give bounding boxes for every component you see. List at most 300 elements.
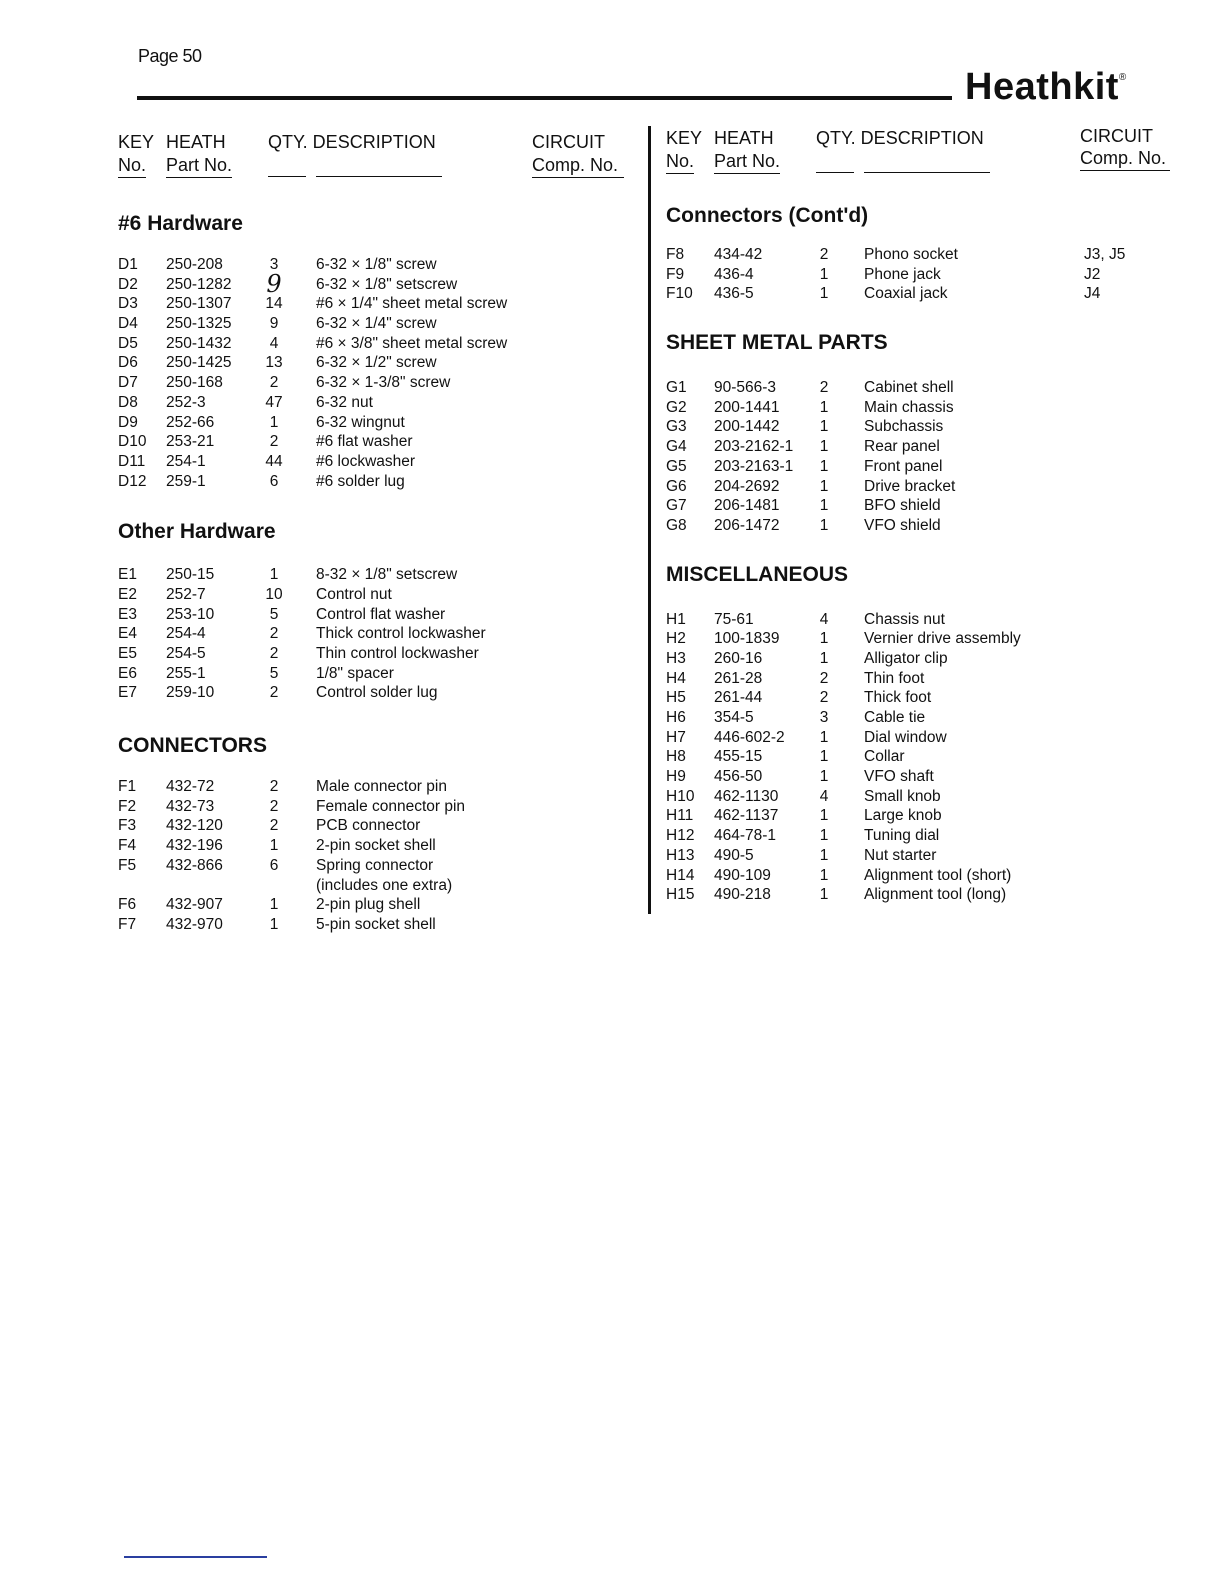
section-title: CONNECTORS <box>118 734 267 758</box>
part-number: 254-5 <box>166 645 206 662</box>
quantity: 6 <box>269 472 279 490</box>
description: Thin control lockwasher <box>316 645 479 662</box>
quantity: 1 <box>269 413 279 431</box>
part-number: 203-2162-1 <box>714 438 794 456</box>
quantity: 2 <box>269 374 279 392</box>
key-no: H11 <box>666 807 694 825</box>
part-number: 432-970 <box>166 915 223 933</box>
section-title: MISCELLANEOUS <box>666 562 849 586</box>
description: Rear panel <box>864 438 940 456</box>
key-no: D10 <box>118 433 147 451</box>
key-no: H12 <box>666 827 695 845</box>
part-number: 456-50 <box>714 768 763 786</box>
description: Main chassis <box>864 398 954 416</box>
quantity: 2 <box>269 797 279 815</box>
quantity: 1 <box>819 649 829 667</box>
description: Female connector pin <box>316 797 466 815</box>
description: #6 lockwasher <box>316 452 416 470</box>
parts-row <box>118 625 638 645</box>
parts-row <box>118 335 638 355</box>
parts-list <box>666 379 1196 537</box>
parts-list <box>118 566 638 704</box>
key-no: G7 <box>666 497 687 515</box>
key-no: G3 <box>666 418 687 436</box>
quantity: 1 <box>269 896 279 914</box>
part-number: 432-120 <box>166 817 223 835</box>
quantity: 2 <box>819 379 829 397</box>
parts-row <box>118 269 638 298</box>
parts-list <box>118 778 638 936</box>
quantity: 2 <box>269 625 279 643</box>
description: Cabinet shell <box>864 379 954 397</box>
quantity: 1 <box>819 748 829 766</box>
part-number: 432-72 <box>166 778 215 796</box>
description: Spring connector <box>316 856 434 874</box>
quantity: 2 <box>819 669 829 687</box>
left-column <box>118 130 638 936</box>
quantity: 13 <box>265 354 283 372</box>
parts-row <box>118 916 638 936</box>
description: Control solder lug <box>316 684 438 702</box>
description: Alligator clip <box>864 649 948 667</box>
header-comp-no: Comp. No. <box>532 155 624 178</box>
key-no: F6 <box>118 896 137 914</box>
right-column <box>666 126 1196 906</box>
description: #6 flat washer <box>316 433 413 451</box>
description: Chassis nut <box>864 610 945 628</box>
parts-row <box>118 684 638 704</box>
parts-row <box>666 611 1196 631</box>
quantity: 1 <box>819 827 829 845</box>
parts-row <box>118 817 638 837</box>
circuit-comp-no: J4 <box>1084 285 1101 303</box>
quantity: 1 <box>819 438 829 456</box>
key-no: D8 <box>118 393 138 411</box>
header-heath: HEATH <box>166 132 226 152</box>
key-no: F10 <box>666 285 693 303</box>
part-number: 254-4 <box>166 625 206 643</box>
part-number: 436-5 <box>714 285 754 303</box>
parts-row <box>118 433 638 453</box>
parts-row <box>118 665 638 685</box>
quantity: 4 <box>819 787 829 805</box>
parts-row <box>666 285 1196 305</box>
circuit-comp-no: J3, J5 <box>1084 246 1126 263</box>
parts-row <box>666 458 1196 478</box>
description: Collar <box>864 748 905 766</box>
parts-row <box>118 798 638 818</box>
part-number: 206-1472 <box>714 516 780 534</box>
quantity: 1 <box>819 418 829 436</box>
parts-row <box>118 473 638 493</box>
brand-logo <box>965 66 1127 109</box>
header-qty-underline <box>816 172 854 173</box>
key-no: F2 <box>118 797 137 815</box>
key-no: D9 <box>118 413 138 431</box>
parts-row <box>666 748 1196 768</box>
part-number: 436-4 <box>714 265 754 283</box>
part-number: 75-61 <box>714 610 754 628</box>
description: Control flat washer <box>316 605 446 623</box>
header-circuit: CIRCUIT <box>532 132 605 152</box>
part-number: 250-1307 <box>166 295 232 313</box>
quantity: 1 <box>819 497 829 515</box>
quantity: 2 <box>269 817 279 835</box>
key-no: E4 <box>118 625 137 643</box>
header-desc-underline <box>864 172 990 173</box>
description: VFO shield <box>864 516 941 534</box>
parts-row <box>666 788 1196 808</box>
key-no: F1 <box>118 778 137 796</box>
parts-row <box>118 354 638 374</box>
key-no: D1 <box>118 256 138 273</box>
quantity: 1 <box>819 886 829 904</box>
part-number: 259-10 <box>166 684 215 702</box>
part-number: 250-1425 <box>166 354 232 372</box>
quantity: 4 <box>269 334 279 352</box>
description: Tuning dial <box>864 827 940 845</box>
quantity: 1 <box>819 846 829 864</box>
parts-list <box>118 256 638 492</box>
quantity: 1 <box>819 807 829 825</box>
key-no: D11 <box>118 452 146 470</box>
description: #6 × 3/8" sheet metal screw <box>316 334 508 352</box>
part-number: 255-1 <box>166 664 206 682</box>
description: Dial window <box>864 728 947 746</box>
description: 6-32 × 1/8" setscrew <box>316 275 458 293</box>
part-number: 490-109 <box>714 866 771 884</box>
parts-row <box>118 394 638 414</box>
parts-row <box>118 453 638 473</box>
parts-row <box>666 517 1196 537</box>
quantity: 47 <box>265 393 283 411</box>
part-number: 261-28 <box>714 669 763 687</box>
key-no: H2 <box>666 630 686 648</box>
part-number: 252-7 <box>166 585 206 603</box>
part-number: 432-907 <box>166 896 223 914</box>
key-no: F5 <box>118 856 137 874</box>
quantity: 1 <box>819 285 829 303</box>
description: Subchassis <box>864 418 944 436</box>
header-desc-underline <box>316 176 442 177</box>
part-number: 206-1481 <box>714 497 780 515</box>
section-title: Connectors (Cont'd) <box>666 204 869 227</box>
quantity: 3 <box>269 256 279 273</box>
key-no: G8 <box>666 516 687 534</box>
key-no: F9 <box>666 265 685 283</box>
parts-row <box>118 877 638 897</box>
parts-row <box>666 497 1196 517</box>
header-qty-description: QTY. DESCRIPTION <box>816 128 984 148</box>
parts-row <box>666 266 1196 286</box>
key-no: G5 <box>666 457 687 475</box>
parts-row <box>118 606 638 626</box>
description: Front panel <box>864 457 943 475</box>
quantity: 2 <box>269 645 279 662</box>
description: 6-32 × 1/2" screw <box>316 354 437 372</box>
part-number: 434-42 <box>714 246 763 263</box>
header-part-no: Part No. <box>166 155 232 178</box>
parts-row <box>666 438 1196 458</box>
key-no: F3 <box>118 817 137 835</box>
description: (includes one extra) <box>316 876 453 894</box>
parts-row <box>118 778 638 798</box>
description: Coaxial jack <box>864 285 948 303</box>
description: 6-32 × 1/4" screw <box>316 315 437 333</box>
part-number: 490-218 <box>714 886 771 904</box>
part-number: 250-1432 <box>166 334 232 352</box>
part-number: 250-15 <box>166 566 215 584</box>
part-number: 252-3 <box>166 393 206 411</box>
quantity: 2 <box>269 433 279 451</box>
parts-row <box>666 886 1196 906</box>
quantity: 10 <box>265 585 283 603</box>
parts-list <box>666 611 1196 906</box>
header-qty-underline <box>268 176 306 177</box>
circuit-comp-no: J2 <box>1084 265 1101 283</box>
part-number: 252-66 <box>166 413 215 431</box>
part-number: 354-5 <box>714 709 754 726</box>
quantity: 1 <box>819 265 829 283</box>
key-no: H8 <box>666 748 686 766</box>
quantity: 9 <box>266 269 282 298</box>
key-no: H1 <box>666 610 686 628</box>
part-number: 455-15 <box>714 748 763 766</box>
section-title: #6 Hardware <box>118 212 243 235</box>
page-number: Page 50 <box>138 46 202 66</box>
quantity: 2 <box>819 689 829 707</box>
quantity: 1 <box>819 630 829 648</box>
part-number: 260-16 <box>714 649 763 667</box>
key-no: G1 <box>666 379 687 397</box>
quantity: 44 <box>265 452 283 470</box>
quantity: 1 <box>269 837 279 855</box>
key-no: H5 <box>666 689 686 707</box>
header-heath: HEATH <box>714 128 774 148</box>
key-no: D6 <box>118 354 138 372</box>
brand-name: Heathkit <box>965 66 1119 108</box>
description: Thin foot <box>864 669 925 687</box>
parts-row <box>118 566 638 586</box>
parts-row <box>118 586 638 606</box>
header-key: KEY <box>118 132 155 152</box>
key-no: E6 <box>118 664 137 682</box>
description: Large knob <box>864 807 942 825</box>
description: Drive bracket <box>864 477 956 495</box>
key-no: D12 <box>118 472 147 490</box>
header-comp-no: Comp. No. <box>1080 148 1170 171</box>
parts-row <box>666 650 1196 670</box>
quantity: 6 <box>269 856 279 874</box>
key-no: H9 <box>666 768 686 786</box>
part-number: 200-1441 <box>714 398 780 416</box>
description: Thick control lockwasher <box>316 625 486 643</box>
description: Alignment tool (long) <box>864 886 1007 904</box>
part-number: 250-208 <box>166 256 223 273</box>
quantity: 5 <box>269 664 279 682</box>
key-no: D3 <box>118 295 138 313</box>
parts-row <box>666 399 1196 419</box>
parts-row <box>666 867 1196 887</box>
description: BFO shield <box>864 497 941 515</box>
key-no: G6 <box>666 477 687 495</box>
key-no: G2 <box>666 398 687 416</box>
key-no: H14 <box>666 866 695 884</box>
quantity: 4 <box>819 610 829 628</box>
part-number: 203-2163-1 <box>714 457 794 475</box>
parts-row <box>118 837 638 857</box>
part-number: 200-1442 <box>714 418 780 436</box>
description: 2-pin plug shell <box>316 896 421 914</box>
parts-row <box>666 729 1196 749</box>
part-number: 432-196 <box>166 837 223 855</box>
column-header <box>118 130 638 188</box>
key-no: E1 <box>118 566 137 584</box>
quantity: 1 <box>819 457 829 475</box>
key-no: F8 <box>666 246 685 263</box>
part-number: 462-1137 <box>714 807 779 825</box>
description: VFO shaft <box>864 768 934 786</box>
description: #6 × 1/4" sheet metal screw <box>316 295 508 313</box>
description: Small knob <box>864 787 941 805</box>
quantity: 5 <box>269 605 279 623</box>
parts-row <box>666 630 1196 650</box>
description: 6-32 × 1-3/8" screw <box>316 374 451 392</box>
description: Cable tie <box>864 709 926 726</box>
part-number: 254-1 <box>166 452 206 470</box>
part-number: 250-1282 <box>166 275 232 293</box>
parts-row <box>118 414 638 434</box>
registered-mark: ® <box>1118 72 1127 83</box>
key-no: D7 <box>118 374 138 392</box>
description: #6 solder lug <box>316 472 405 490</box>
quantity: 1 <box>819 477 829 495</box>
quantity: 1 <box>819 768 829 786</box>
key-no: D5 <box>118 334 138 352</box>
part-number: 490-5 <box>714 846 754 864</box>
parts-row <box>118 256 638 276</box>
right-sections <box>666 204 1196 906</box>
part-number: 90-566-3 <box>714 379 777 397</box>
part-number: 253-10 <box>166 605 215 623</box>
parts-row <box>666 379 1196 399</box>
parts-row <box>666 807 1196 827</box>
description: 1/8" spacer <box>316 664 394 682</box>
description: 6-32 nut <box>316 393 373 411</box>
column-header <box>666 126 1196 184</box>
key-no: H7 <box>666 728 686 746</box>
part-number: 446-602-2 <box>714 728 785 746</box>
header-qty-description: QTY. DESCRIPTION <box>268 132 436 152</box>
quantity: 3 <box>819 709 829 726</box>
description: Control nut <box>316 585 392 603</box>
key-no: G4 <box>666 438 687 456</box>
description: 2-pin socket shell <box>316 837 436 855</box>
quantity: 1 <box>819 866 829 884</box>
parts-row <box>666 847 1196 867</box>
parts-row <box>118 857 638 877</box>
quantity: 2 <box>819 246 829 263</box>
parts-row <box>666 246 1196 266</box>
key-no: E2 <box>118 585 137 603</box>
header-circuit: CIRCUIT <box>1080 126 1153 146</box>
quantity: 1 <box>819 516 829 534</box>
part-number: 250-1325 <box>166 315 232 333</box>
description: Vernier drive assembly <box>864 630 1021 648</box>
footer-line <box>124 1556 267 1558</box>
parts-row <box>666 827 1196 847</box>
quantity: 1 <box>819 398 829 416</box>
parts-row <box>666 418 1196 438</box>
quantity: 1 <box>269 915 279 933</box>
part-number: 250-168 <box>166 374 223 392</box>
parts-row <box>666 689 1196 709</box>
quantity: 2 <box>269 778 279 796</box>
description: 6-32 × 1/8" screw <box>316 256 437 273</box>
quantity: 2 <box>269 684 279 702</box>
key-no: H3 <box>666 649 686 667</box>
description: Phone jack <box>864 265 941 283</box>
key-no: H4 <box>666 669 686 687</box>
part-number: 432-866 <box>166 856 223 874</box>
parts-row <box>118 374 638 394</box>
key-no: E5 <box>118 645 137 662</box>
description: Male connector pin <box>316 778 447 796</box>
key-no: E3 <box>118 605 137 623</box>
parts-row <box>666 709 1196 729</box>
section-title: Other Hardware <box>118 520 276 544</box>
key-no: E7 <box>118 684 137 702</box>
header-rule <box>137 96 952 100</box>
part-number: 253-21 <box>166 433 215 451</box>
description: PCB connector <box>316 817 421 835</box>
key-no: D4 <box>118 315 138 333</box>
part-number: 432-73 <box>166 797 215 815</box>
description: Thick foot <box>864 689 932 707</box>
key-no: H13 <box>666 846 695 864</box>
header-key: KEY <box>666 128 703 148</box>
part-number: 261-44 <box>714 689 763 707</box>
parts-row <box>666 478 1196 498</box>
key-no: F4 <box>118 837 137 855</box>
description: Phono socket <box>864 246 958 263</box>
description: Alignment tool (short) <box>864 866 1012 884</box>
parts-list <box>666 246 1196 305</box>
part-number: 464-78-1 <box>714 827 777 845</box>
part-number: 259-1 <box>166 472 206 490</box>
key-no: H6 <box>666 709 686 726</box>
part-number: 462-1130 <box>714 787 779 805</box>
parts-row <box>118 896 638 916</box>
column-divider <box>648 126 651 914</box>
parts-row <box>666 768 1196 788</box>
description: 8-32 × 1/8" setscrew <box>316 566 458 584</box>
parts-row <box>118 295 638 315</box>
key-no: H15 <box>666 886 695 904</box>
key-no: F7 <box>118 915 137 933</box>
quantity: 14 <box>265 295 283 313</box>
header-key-no: No. <box>118 155 146 178</box>
left-sections <box>118 212 638 936</box>
part-number: 204-2692 <box>714 477 780 495</box>
parts-row <box>118 645 638 665</box>
description: 5-pin socket shell <box>316 915 436 933</box>
part-number: 100-1839 <box>714 630 780 648</box>
quantity: 1 <box>269 566 279 584</box>
key-no: H10 <box>666 787 695 805</box>
header-key-no: No. <box>666 151 694 174</box>
quantity: 1 <box>819 728 829 746</box>
